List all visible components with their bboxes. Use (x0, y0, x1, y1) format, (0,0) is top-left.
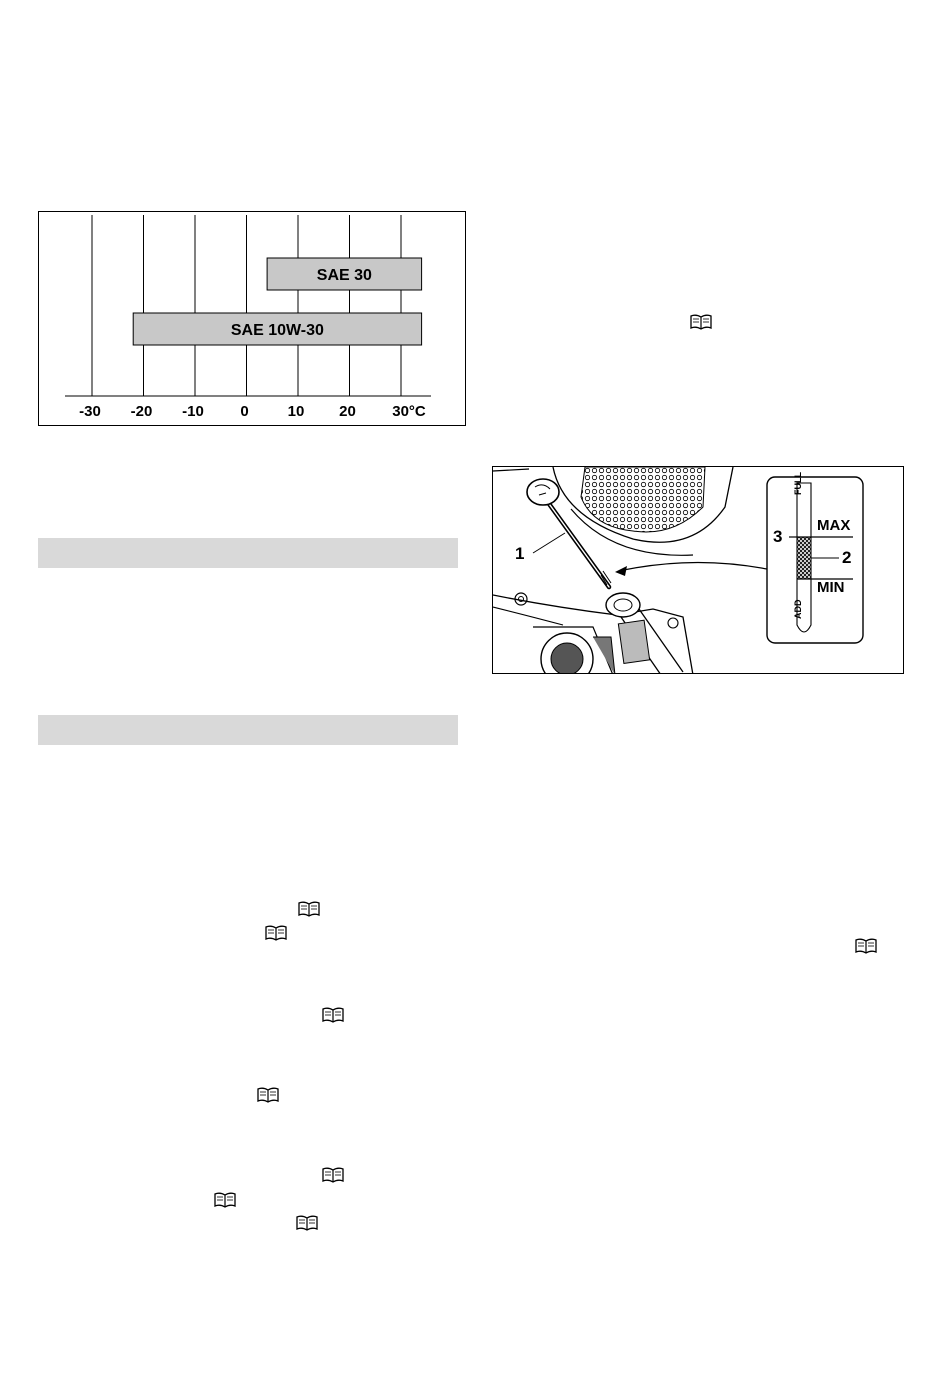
book-icon (296, 1215, 318, 1231)
callout-1: 1 (515, 544, 525, 563)
book-icon (322, 1167, 344, 1183)
x-tick-label: -10 (182, 403, 204, 420)
callout-2: 2 (842, 548, 852, 567)
oil-viscosity-chart (38, 211, 466, 426)
gauge-add-label: ADD (793, 599, 803, 619)
book-icon (257, 1087, 279, 1103)
gauge-max-label: MAX (817, 517, 851, 534)
book-icon (298, 901, 320, 917)
callout-3: 3 (773, 527, 783, 546)
book-icon (322, 1007, 344, 1023)
gauge-min-label: MIN (817, 579, 845, 596)
chart-canvas (39, 212, 467, 427)
section-header-bar-1 (38, 538, 458, 568)
book-icon (855, 938, 877, 954)
x-tick-label: 30°C (392, 403, 426, 420)
section-header-bar-2 (38, 715, 458, 745)
bar-label: SAE 30 (316, 267, 372, 284)
x-tick-label: 20 (339, 403, 356, 420)
gauge-full-label: FULL (793, 472, 803, 495)
x-tick-label: 0 (240, 403, 249, 420)
engine-illustration (493, 467, 904, 674)
book-icon (690, 314, 712, 330)
x-tick-label: -30 (79, 403, 101, 420)
dipstick-figure (492, 466, 904, 674)
x-tick-label: 10 (287, 403, 305, 420)
book-icon (265, 925, 287, 941)
x-tick-label: -20 (130, 403, 153, 420)
bar-label: SAE 10W-30 (230, 322, 324, 339)
book-icon (214, 1192, 236, 1208)
